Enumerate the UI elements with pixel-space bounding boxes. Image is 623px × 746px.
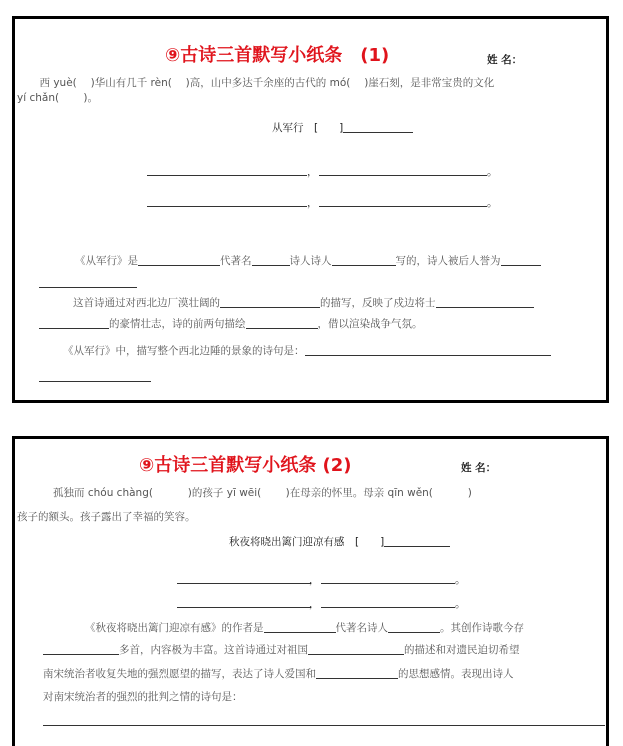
poet-blank[interactable] [343,120,413,133]
poem-title [272,120,413,135]
q-text: 的思想感情。表现出诗人 [398,668,514,680]
pinyin-line-2: 孩子的额头。孩子露出了幸福的笑容。 [17,511,196,523]
q-text: 的描写，反映了戍边将士 [320,297,436,309]
question-1-line-2 [43,642,520,657]
poem-blank-line[interactable] [319,175,487,176]
answer-blank[interactable] [246,316,318,329]
poem-blank-line[interactable] [147,206,307,207]
period: 。 [487,166,498,178]
q-text: 南宋统治者收复失地的强烈愿望的描写，表达了诗人爱国和 [43,668,316,680]
comma: ， [307,166,318,178]
q-text: 这首诗通过对西北边厂漠壮阔的 [73,297,220,309]
poem-title [229,534,450,549]
poem-blank-line[interactable] [321,583,455,584]
poet-blank[interactable] [384,534,450,547]
comma: ， [309,574,320,586]
name-label: 姓 名： [487,54,523,66]
pinyin-line-1: 孤独而 chóu chàng( )的孩子 yī wēi( )在母亲的怀里。母亲 qīn wěn( ) [53,487,472,499]
answer-blank-line[interactable] [43,725,605,726]
q-text: 多首，内容极为丰富。这首诗通过对祖国 [119,644,308,656]
q-text: 的豪情壮志，诗的前两句描绘 [109,318,246,330]
card-title: ⑨古诗三首默写小纸条 (2) [139,455,352,476]
answer-blank[interactable] [308,642,404,655]
poem-blank-line[interactable] [177,583,311,584]
dictation-card-1 [12,16,609,403]
q-text: 《从军行》是 [75,255,138,267]
answer-blank[interactable] [220,295,320,308]
q-text: 代著名诗人 [335,622,388,634]
answer-blank[interactable] [138,253,220,266]
answer-blank[interactable] [39,316,109,329]
answer-blank-line[interactable] [39,287,137,288]
question-2 [73,295,534,310]
dictation-card-2 [12,436,609,746]
answer-blank[interactable] [305,343,551,356]
q-text: 代著名 [220,255,252,267]
q-text: 写的，诗人被后人誉为 [395,255,501,267]
name-label: 姓 名： [461,462,497,474]
comma: ， [307,197,318,209]
pinyin-line-1: 西 yuè( )华山有几千 rèn( )高，山中多达千余座的古代的 mó( )崖石刻，是非常宝贵的文化 [29,77,495,89]
pinyin-line-2: yí chǎn( )。 [17,92,99,104]
q-text: 诗人诗人 [289,255,332,267]
comma: ， [309,598,320,610]
answer-blank[interactable] [43,642,119,655]
poem-blank-line[interactable] [321,607,455,608]
answer-blank[interactable] [264,620,336,633]
question-2-line-2 [39,316,423,331]
poem-blank-line[interactable] [147,175,307,176]
q-text: ，借以渲染战争气氛。 [317,318,423,330]
question-1 [85,620,524,635]
card-title: ⑨古诗三首默写小纸条 (1) [165,45,390,66]
answer-blank[interactable] [252,253,290,266]
question-3 [63,343,551,358]
period: 。 [487,197,498,209]
answer-blank[interactable] [316,666,398,679]
answer-blank[interactable] [436,295,534,308]
poem-blank-line[interactable] [319,206,487,207]
answer-blank[interactable] [332,253,396,266]
q-text: 。其创作诗歌今存 [440,622,524,634]
question-1-line-3 [43,666,514,681]
period: 。 [455,598,466,610]
poem-title-text: 从军行 [ ] [272,122,344,134]
poem-blank-line[interactable] [177,607,311,608]
question-1-line-4: 对南宋统治者的强烈的批判之情的诗句是： [43,691,243,703]
poem-title-text: 秋夜将晓出篱门迎凉有感 [ ] [229,536,385,548]
period: 。 [455,574,466,586]
answer-blank-line[interactable] [39,381,151,382]
q-text: 的描述和对遗民迫切希望 [404,644,520,656]
question-1 [75,253,541,268]
q-text: 《从军行》中，描写整个西北边陲的景象的诗句是： [63,345,305,357]
q-text: 《秋夜将晓出篱门迎凉有感》的作者是 [85,622,264,634]
answer-blank[interactable] [388,620,440,633]
answer-blank[interactable] [501,253,541,266]
